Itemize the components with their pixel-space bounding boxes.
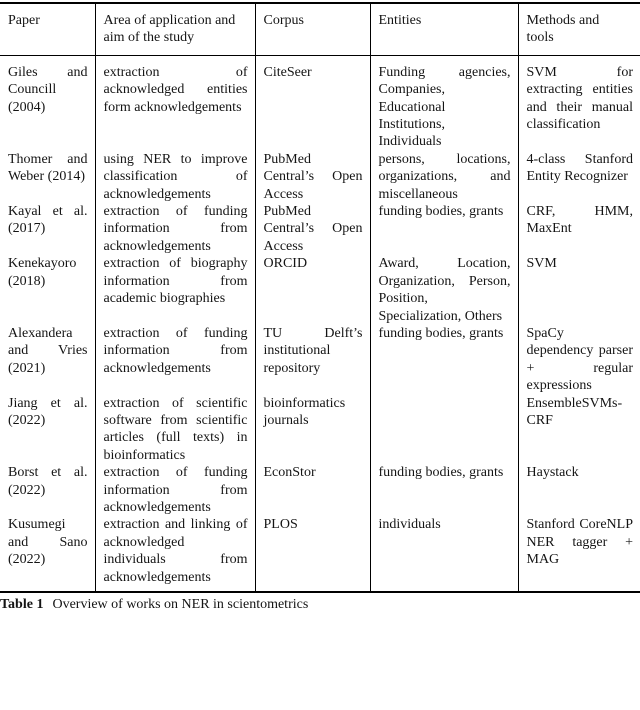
entities-cell — [370, 395, 518, 465]
methods-cell: SVM — [518, 255, 640, 325]
methods-cell: SpaCy dependency parser + regular expressions — [518, 325, 640, 395]
caption-label: Table 1 — [0, 597, 44, 612]
corpus-cell: TU Delft’s institutional repository — [255, 325, 370, 395]
corpus-cell: PubMed Central’s Open Access — [255, 203, 370, 255]
entities-cell: persons, locations, organizations, and miscellaneous — [370, 151, 518, 203]
entities-cell: individuals — [370, 516, 518, 592]
table-row — [0, 255, 640, 325]
area-cell: using NER to improve classification of acknowledgements — [95, 151, 255, 203]
table-body — [0, 55, 640, 592]
table-row — [0, 464, 640, 516]
col-header-entities: Entities — [370, 3, 518, 55]
header-row — [0, 3, 640, 55]
paper-cell: Jiang et al. (2022) — [8, 395, 88, 428]
corpus-cell: ORCID — [255, 255, 370, 325]
table-row — [0, 325, 640, 395]
corpus-cell: PLOS — [255, 516, 370, 592]
col-header-area: Area of application and aim of the study — [95, 3, 255, 55]
area-cell: extraction of funding information from acknowledgements — [95, 464, 255, 516]
area-cell: extraction of funding information from acknowledgements — [95, 203, 255, 255]
corpus-cell: bioinformatics journals — [255, 395, 370, 465]
col-header-corpus: Corpus — [255, 3, 370, 55]
area-cell: extraction of acknowledged entities form acknowledgements — [95, 55, 255, 151]
col-header-methods-label: Methods and tools — [526, 13, 600, 46]
table-header — [0, 3, 640, 55]
paper-cell: Kusumegi and Sano (2022) — [8, 517, 88, 568]
entities-cell: funding bodies, grants — [370, 203, 518, 255]
area-cell: extraction and linking of acknowledged individuals from acknowledgements — [95, 516, 255, 592]
col-header-paper: Paper — [0, 3, 95, 55]
paper-cell: Kenekayoro (2018) — [8, 256, 77, 289]
paper-cell: Kayal et al. (2017) — [8, 204, 88, 237]
corpus-cell: EconStor — [255, 464, 370, 516]
table-caption — [0, 596, 640, 614]
table-row — [0, 55, 640, 151]
ner-works-overview-table — [0, 2, 640, 593]
area-cell: extraction of funding information from acknowledgements — [95, 325, 255, 395]
entities-cell: funding bodies, grants — [370, 464, 518, 516]
methods-cell: EnsembleSVMs-CRF — [518, 395, 640, 465]
area-cell: extraction of biography information from academic biographies — [95, 255, 255, 325]
paper-cell: Thomer and Weber (2014) — [8, 151, 88, 185]
methods-cell: Haystack — [518, 464, 640, 516]
area-cell: extraction of scientific software from scientific articles (full texts) in bioinformatics — [95, 395, 255, 465]
paper-cell: Alexandera and Vries (2021) — [8, 325, 88, 376]
paper-cell: Giles and Councill (2004) — [8, 64, 88, 115]
col-header-methods — [518, 3, 640, 55]
table-row — [0, 395, 640, 465]
methods-cell: 4-class Stanford Entity Recognizer — [518, 151, 640, 203]
table-row — [0, 516, 640, 592]
corpus-cell: CiteSeer — [255, 55, 370, 151]
table-row — [0, 151, 640, 203]
entities-cell: Funding agencies, Companies, Educational Institutions, Individuals — [370, 55, 518, 151]
entities-cell: Award, Location, Organization, Person, Position, Specialization, Others — [370, 255, 518, 325]
methods-cell: Stanford CoreNLP NER tagger + MAG — [518, 516, 640, 592]
caption-text: Overview of works on NER in scientometrics — [52, 597, 309, 612]
paper-cell: Borst et al. (2022) — [8, 465, 88, 498]
table-row — [0, 203, 640, 255]
corpus-cell: PubMed Central’s Open Access — [255, 151, 370, 203]
methods-cell: SVM for extracting entities and their manual classification — [518, 55, 640, 151]
methods-cell: CRF, HMM, MaxEnt — [518, 203, 640, 255]
entities-cell: funding bodies, grants — [370, 325, 518, 395]
